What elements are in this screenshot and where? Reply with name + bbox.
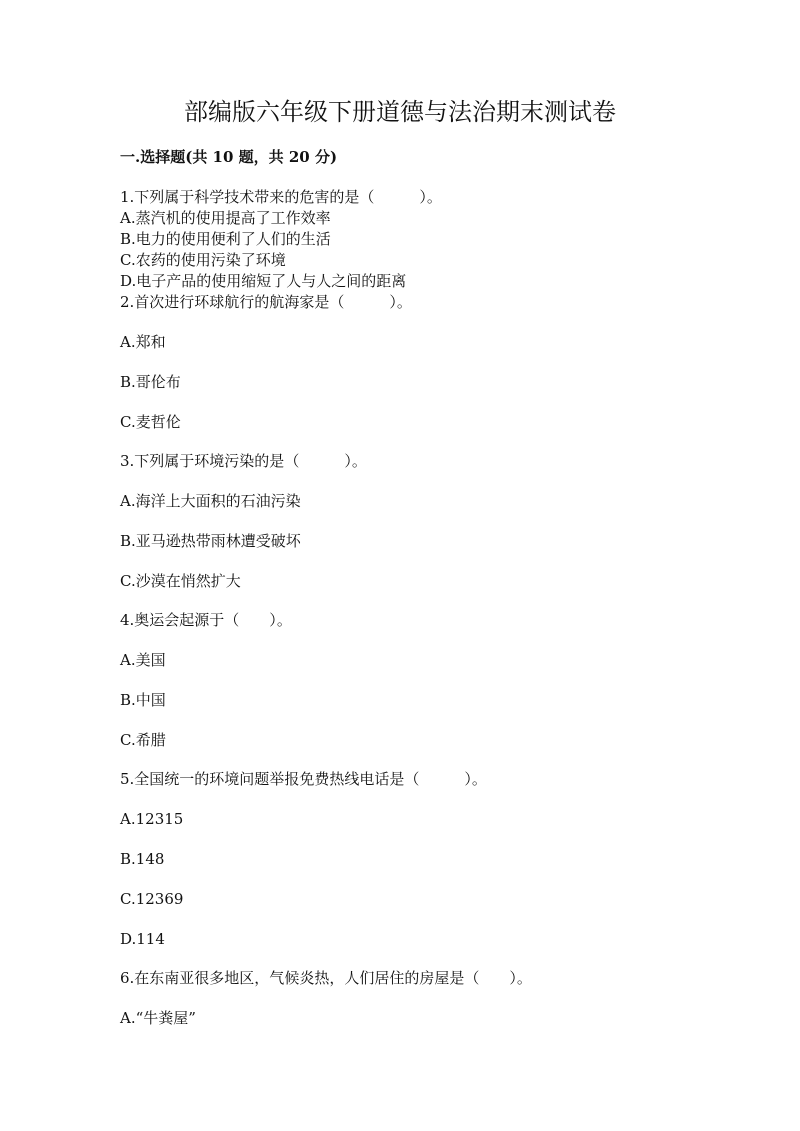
question-5-option-b: B.148 (120, 850, 165, 868)
question-1-option-d: D.电子产品的使用缩短了人与人之间的距离 (120, 272, 407, 290)
question-4-stem: 4.奥运会起源于（ ）。 (120, 611, 292, 629)
question-1-stem: 1.下列属于科学技术带来的危害的是（ ）。 (120, 188, 442, 206)
question-5-option-d: D.114 (120, 930, 165, 948)
question-4-option-a: A.美国 (120, 651, 166, 669)
page-title: 部编版六年级下册道德与法治期末测试卷 (184, 98, 616, 126)
question-3-option-c: C.沙漠在悄然扩大 (120, 572, 241, 590)
question-3-option-a: A.海洋上大面积的石油污染 (120, 492, 301, 510)
question-5-stem: 5.全国统一的环境问题举报免费热线电话是（ ）。 (120, 770, 487, 788)
question-2-option-b: B.哥伦布 (120, 373, 181, 391)
question-3-stem: 3.下列属于环境污染的是（ ）。 (120, 452, 367, 470)
question-1-option-b: B.电力的使用便利了人们的生活 (120, 230, 331, 248)
question-2-option-c: C.麦哲伦 (120, 413, 181, 431)
section-heading: 一.选择题(共 10 题，共 20 分) (120, 148, 338, 166)
question-5-option-a: A.12315 (120, 810, 184, 828)
question-6-option-a: A.“牛粪屋” (120, 1009, 196, 1027)
question-3-option-b: B.亚马逊热带雨林遭受破坏 (120, 532, 301, 550)
question-1-option-a: A.蒸汽机的使用提高了工作效率 (120, 209, 331, 227)
question-4-option-b: B.中国 (120, 691, 166, 709)
question-6-stem: 6.在东南亚很多地区，气候炎热，人们居住的房屋是（ ）。 (120, 969, 532, 987)
question-1-option-c: C.农药的使用污染了环境 (120, 251, 286, 269)
question-4-option-c: C.希腊 (120, 731, 166, 749)
question-2-option-a: A.郑和 (120, 333, 166, 351)
question-5-option-c: C.12369 (120, 890, 184, 908)
question-2-stem: 2.首次进行环球航行的航海家是（ ）。 (120, 293, 412, 311)
